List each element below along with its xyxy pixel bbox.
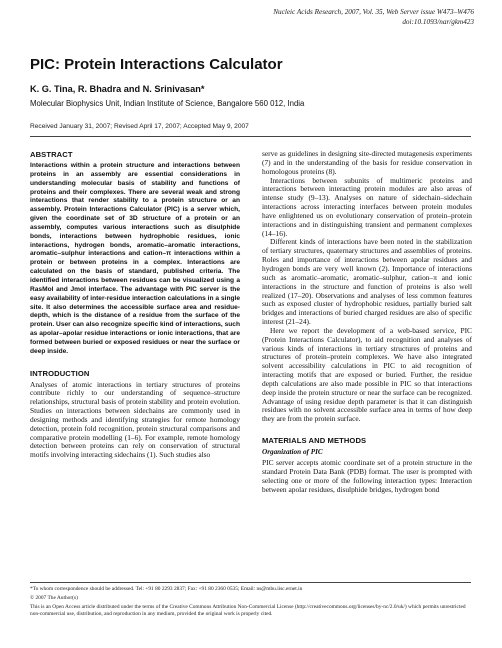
journal-header [273,8,474,27]
abstract-heading: ABSTRACT [30,150,73,159]
section-gap [262,424,472,436]
journal-citation: Nucleic Acids Research, 2007, Vol. 35, Web Server issue W473–W476 [273,8,474,16]
paper-title: PIC: Protein Interactions Calculator [30,56,283,73]
introduction-paragraph: Analyses of atomic interactions in tertiary structures of proteins contribute richly to our understanding of sequence–structure relationships, structural basis of protein stability and protein evolution. Studies on interactions between sidechains are commonly used in designing methods and identifying strategies for remote homology detection, protein fold recognition, protein structural comparisons and comparative protein modelling (1–6). For example, remote homology detection between proteins can rely on conservation of structural motifs involving interacting sidechains (1). Such studies also [30,379,240,460]
abstract-text: Interactions within a protein structure and interactions between proteins in an assembly are essential considerations in understanding molecular basis of stability and functions of proteins and their complexes. There are several weak and strong interactions that render stability to a protein structure or an assembly. Protein Interactions Calculator (PIC) is a server which, given the coordinate set of 3D structure of a protein or an assembly, computes various interactions such as disulphide bonds, interactions between hydrophobic residues, ionic interactions, hydrogen bonds, aromatic–aromatic interactions, aromatic–sulphur interactions and cation–π interactions within a protein or between proteins in a complex. Interactions are calculated on the basis of standard, published criteria. The identified interactions between residues can be visualized using a RasMol and Jmol interface. The advantage with PIC server is the easy availability of inter-residue interaction calculations in a single site. It also determines the accessible surface area and residue-depth, which is the distance of a residue from the surface of the protein. User can also recognize specific kind of interactions, such as apolar–apolar residue interactions or ionic interactions, that are formed between buried or exposed residues or near the surface or deep inside. [30,162,240,355]
methods-paragraph: PIC server accepts atomic coordinate set of a protein structure in the standard Protein Data Bank (PDB) format. The user is prompted with selecting one or more of the following interaction types: Interaction between apolar residues, disulphide bridges, hydrogen bond [262,458,472,494]
footnote-divider [30,582,471,583]
methods-heading: MATERIALS AND METHODS [262,436,367,446]
body-paragraph: Interactions between subunits of multimeric proteins and interactions between interacting protein modules are also areas of intense study (9–13). Analyses on nature of sidechain–sidechain interactions across interacting interfaces between protein modules have enlightened us on evolutionary conservation of protein–protein interactions and in distinguishing transient and permanent complexes (14–16). [262,175,472,238]
header-divider [30,136,471,137]
received-dates: Received January 31, 2007; Revised April 17, 2007; Accepted May 9, 2007 [30,123,249,130]
body-paragraph: serve as guidelines in designing site-directed mutagenesis experiments (7) and in the understanding of the basis for residue conservation in homologous proteins (8). [262,149,472,176]
organization-subheading: Organization of PIC [262,448,323,457]
right-column [262,150,472,495]
copyright-note: © 2007 The Author(s) [30,595,78,601]
doi: doi:10.1093/nar/gkm423 [402,17,474,26]
affiliation: Molecular Biophysics Unit, Indian Institute of Science, Bangalore 560 012, India [30,99,305,108]
correspondence-note: *To whom correspondence should be addressed. Tel: +91 80 2293 2837; Fax: +91 80 2360 0535; Email: ns@mbu.iisc.ernet.in [30,586,303,592]
body-paragraph: Here we report the development of a web-based service, PIC (Protein Interactions Calculator), to aid recognition and analyses of various kinds of interactions in tertiary structures of proteins and structures of protein–protein complexes. We have also integrated solvent accessibility calculations in PIC to aid recognition of interacting motifs that are exposed or buried. Further, the residue depth calculations are also made possible in PIC so that interactions deep inside the protein structure or near the surface can be recognized. Advantage of using residue depth parameter is that it can distinguish residues with no solvent accessible surface area in terms of how deep they are from the protein surface. [262,325,472,424]
section-gap [30,357,240,369]
footnotes [30,586,471,620]
left-column [30,150,240,460]
author-list: K. G. Tina, R. Bhadra and N. Srinivasan* [30,84,205,94]
introduction-heading: INTRODUCTION [30,368,90,378]
license-note: This is an Open Access article distributed under the terms of the Creative Commons Attribution Non-Commercial License (http://creativecommons.org/licenses/by-nc/2.0/uk/) which permits unrestricted non-commercial use, distribution, and reproduction in any medium, provided the original work is properly cited. [30,604,466,617]
body-paragraph: Different kinds of interactions have been noted in the stabilization of tertiary structures, quaternary structures and assemblies of proteins. Roles and importance of interactions between apolar residues and hydrogen bonds are very well known (2). Importance of interactions such as aromatic–aromatic, aromatic–sulphur, cation–π and ionic interactions in the structure and function of proteins is also well realized (17–20). Observations and analyses of less common features such as exposed cluster of hydrophobic residues, partially buried salt bridges and interactions of buried charged residues are also of specific interest (21–24). [262,237,472,327]
